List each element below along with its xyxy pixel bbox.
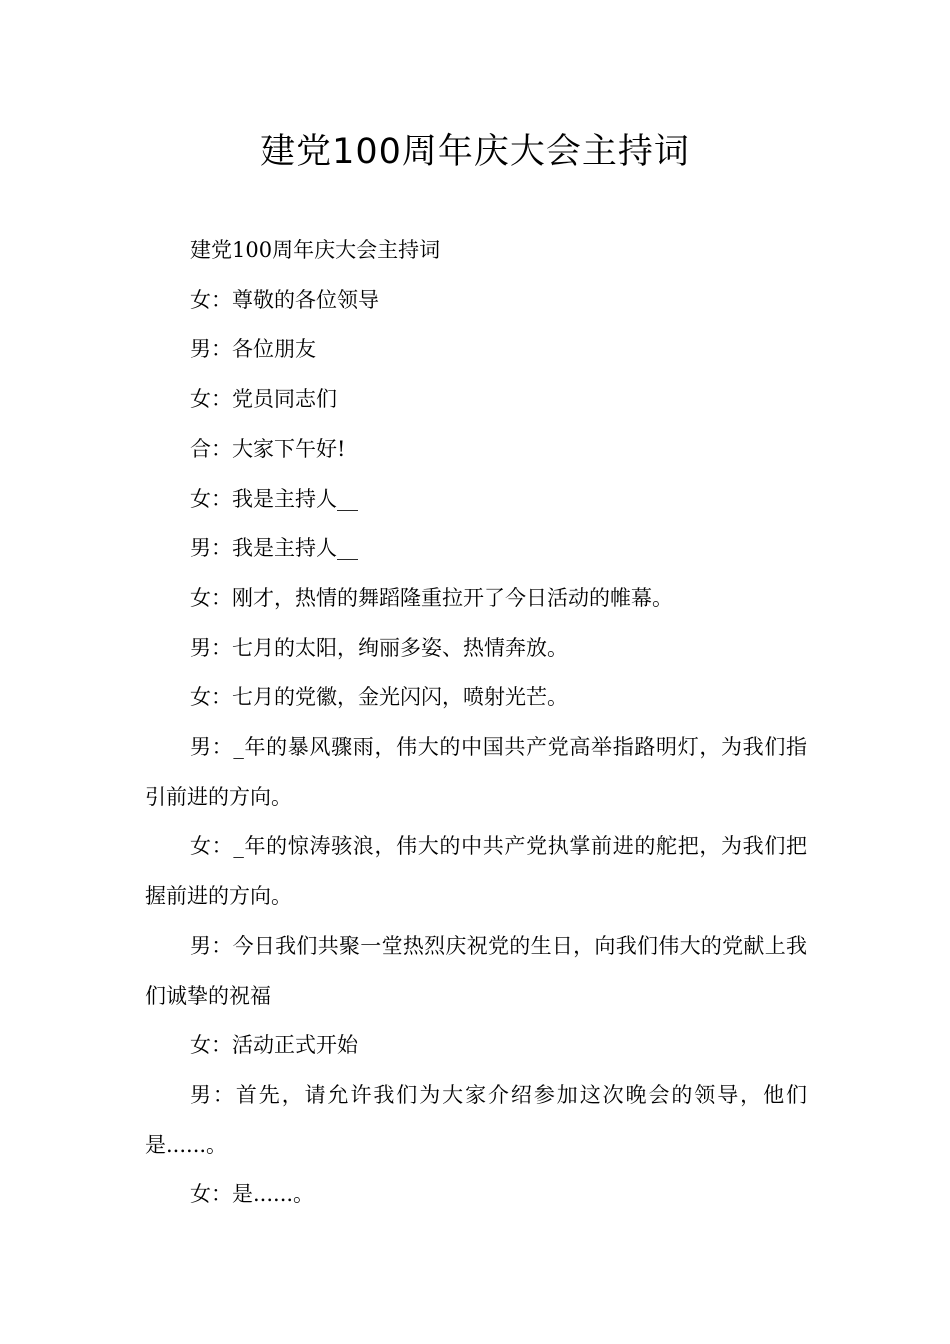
paragraph: 女：党员同志们 (190, 387, 337, 412)
paragraph: 女：七月的党徽，金光闪闪，喷射光芒。 (190, 685, 568, 710)
paragraph: 男：今日我们共聚一堂热烈庆祝党的生日，向我们伟大的党献上我们诚挚的祝福 (145, 933, 807, 1008)
paragraph: 女：刚才，热情的舞蹈隆重拉开了今日活动的帷幕。 (190, 585, 673, 610)
paragraph: 女：活动正式开始 (190, 1033, 358, 1058)
paragraph: 女：我是主持人__ (190, 486, 358, 511)
paragraph: 男：_年的暴风骤雨，伟大的中国共产党高举指路明灯，为我们指引前进的方向。 (145, 735, 807, 809)
paragraph: 女：是......。 (190, 1182, 315, 1207)
paragraph: 男：七月的太阳，绚丽多姿、热情奔放。 (190, 635, 568, 660)
paragraph: 男：我是主持人__ (190, 536, 358, 561)
paragraph: 男：首先，请允许我们为大家介绍参加这次晚会的领导，他们是......。 (145, 1082, 807, 1157)
paragraph: 女：尊敬的各位领导 (190, 287, 379, 312)
paragraph: 女：_年的惊涛骇浪，伟大的中共产党执掌前进的舵把，为我们把握前进的方向。 (145, 834, 807, 909)
paragraph: 合：大家下午好! (190, 436, 346, 461)
paragraph: 建党100周年庆大会主持词 (190, 238, 441, 262)
paragraph: 男：各位朋友 (190, 337, 316, 362)
document-title: 建党100周年庆大会主持词 (260, 132, 690, 172)
document-body (145, 226, 807, 1220)
